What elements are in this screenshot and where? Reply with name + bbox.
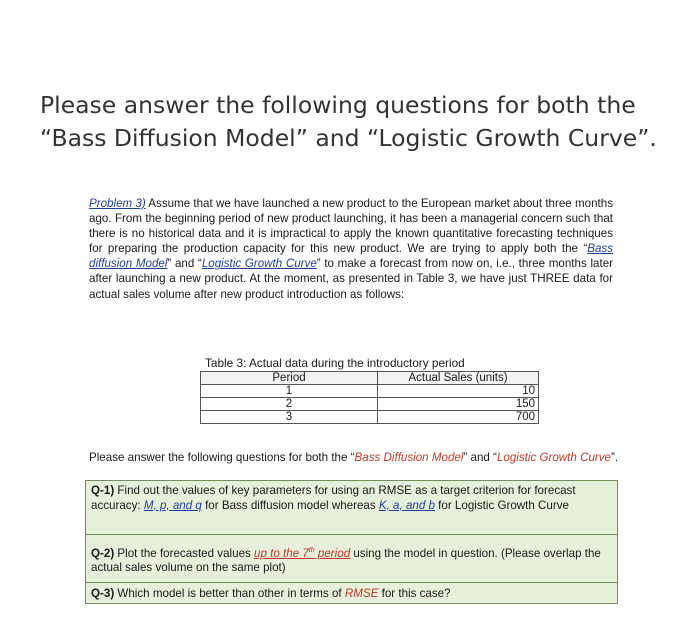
questions-box xyxy=(85,480,618,604)
question-1 xyxy=(91,484,613,513)
table-row xyxy=(201,385,539,398)
sales-table xyxy=(200,371,539,424)
q3-label: Q-3) xyxy=(91,587,115,600)
cell-period: 2 xyxy=(201,398,378,411)
col-header-sales: Actual Sales (units) xyxy=(378,372,539,385)
table-caption: Table 3: Actual data during the introductory period xyxy=(205,356,465,370)
instruction-logistic: Logistic Growth Curve xyxy=(496,451,611,464)
q2-period-suffix: period xyxy=(314,546,351,560)
cell-sales: 10 xyxy=(378,385,539,398)
problem-text-2: ” and “ xyxy=(167,257,202,271)
q1-label: Q-1) xyxy=(91,484,115,497)
logistic-curve-link: Logistic Growth Curve xyxy=(201,257,317,271)
problem-statement xyxy=(89,196,613,302)
instruction-bass: Bass Diffusion Model xyxy=(354,451,464,464)
question-divider xyxy=(86,534,617,535)
question-3 xyxy=(91,587,613,602)
instruction-text-2: ” and “ xyxy=(463,451,497,464)
q2-period-text: up to the 7 xyxy=(254,546,309,560)
col-header-period: Period xyxy=(201,372,378,385)
cell-period: 3 xyxy=(201,411,378,424)
table-row xyxy=(201,411,539,424)
problem-text-1: Assume that we have launched a new product to the European market about three months ago. From the beginning period of new product launching, it has been a managerial concern such that there is no historical data and it is impractical to apply the known quantitative forecasting techniques for preparing the production capacity for this new product. We are trying to apply both the “ xyxy=(89,197,613,256)
q3-rmse: RMSE xyxy=(344,587,379,600)
bass-model-link: Bass diffusion Model xyxy=(89,242,613,271)
q1-text-3: for Logistic Growth Curve xyxy=(434,498,569,512)
q1-text-1: Find out the values of key parameters for using an RMSE as a target criterion for forecast accuracy: xyxy=(91,484,576,512)
problem-text-3: ” to make a forecast from now on, i.e., three months later after launching a new product. At the moment, as presented in Table 3, we have just THREE data for actual sales volume after new product introduction as follows: xyxy=(89,257,613,301)
table-row xyxy=(201,398,539,411)
q2-text-1: Plot the forecasted values xyxy=(114,546,255,560)
instruction-text-1: Please answer the following questions for both the “ xyxy=(89,451,355,464)
page-heading: Please answer the following questions for both the “Bass Diffusion Model” and “Logistic Growth Curve”. xyxy=(40,91,657,152)
q2-period-link xyxy=(254,547,350,560)
cell-sales: 150 xyxy=(378,398,539,411)
cell-period: 1 xyxy=(201,385,378,398)
problem-label: Problem 3) xyxy=(89,197,146,210)
cell-sales: 700 xyxy=(378,411,539,424)
instruction xyxy=(89,451,619,465)
q1-bass-params: M, p, and q xyxy=(143,498,202,512)
instruction-text-3: ”. xyxy=(611,451,619,464)
question-2 xyxy=(91,544,613,576)
q1-logistic-params: K, a, and b xyxy=(378,498,435,512)
q1-text-2: for Bass diffusion model whereas xyxy=(201,498,379,512)
q2-text-2: using the model in question. (Please overlap the actual sales volume on the same plot) xyxy=(91,546,601,575)
q2-period-sup: th xyxy=(308,547,315,554)
q3-text-2: for this case? xyxy=(378,587,451,600)
q2-label: Q-2) xyxy=(91,546,115,560)
q3-text-1: Which model is better than other in terms of xyxy=(114,587,345,600)
question-divider xyxy=(86,582,617,583)
